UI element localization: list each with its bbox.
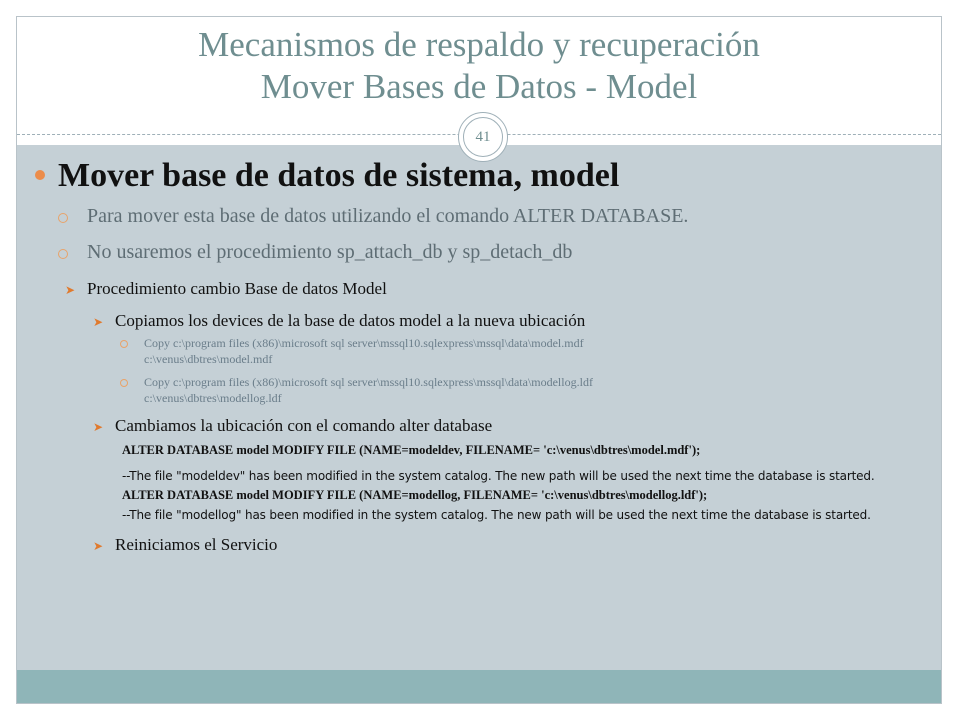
- sql-statement-modeldev: ALTER DATABASE model MODIFY FILE (NAME=modeldev, FILENAME= 'c:\venus\dbtres\model.mdf');: [122, 443, 701, 457]
- sql-statement-modellog: ALTER DATABASE model MODIFY FILE (NAME=modellog, FILENAME= 'c:\venus\dbtres\modellog.ldf');: [122, 488, 708, 502]
- result-message-modeldev: --The file "modeldev" has been modified in the system catalog. The new path will be used the next time the database is started.: [122, 469, 875, 483]
- arrow-right-icon: ➤: [93, 315, 104, 329]
- title-line-1: Mecanismos de respaldo y recuperación: [198, 25, 760, 64]
- small-ring-icon: [120, 340, 128, 348]
- restart-step: Reiniciamos el Servicio: [115, 535, 278, 554]
- main-heading: Mover base de datos de sistema, model: [58, 157, 620, 194]
- title-line-2: Mover Bases de Datos - Model: [260, 67, 698, 106]
- orange-dot-icon: [35, 170, 45, 180]
- copy-command-model-source: Copy c:\program files (x86)\microsoft sql server\mssql10.sqlexpress\mssql\data\model.mdf: [144, 336, 584, 350]
- arrow-right-icon: ➤: [93, 539, 104, 553]
- copy-command-modellog: [144, 374, 593, 406]
- copy-step: Copiamos los devices de la base de datos model a la nueva ubicación: [115, 311, 586, 330]
- slide-title: [16, 24, 942, 108]
- copy-command-modellog-source: Copy c:\program files (x86)\microsoft sql server\mssql10.sqlexpress\mssql\data\modellog.ldf: [144, 375, 593, 389]
- small-ring-icon: [120, 379, 128, 387]
- bullet-alter-database: Para mover esta base de datos utilizando el comando ALTER DATABASE.: [87, 205, 689, 227]
- page-number: 41: [475, 129, 491, 145]
- footer-band: [17, 670, 941, 703]
- alter-step: Cambiamos la ubicación con el comando alter database: [115, 416, 493, 435]
- procedure-item: Procedimiento cambio Base de datos Model: [87, 279, 387, 298]
- bullet-no-attach-detach: No usaremos el procedimiento sp_attach_db y sp_detach_db: [87, 241, 573, 263]
- result-message-modellog: --The file "modellog" has been modified in the system catalog. The new path will be used the next time the database is started.: [122, 508, 871, 522]
- copy-command-model: [144, 335, 584, 367]
- arrow-right-icon: ➤: [93, 420, 104, 434]
- ring-icon: [58, 213, 68, 223]
- copy-command-model-destination: c:\venus\dbtres\model.mdf: [144, 352, 273, 366]
- ring-icon: [58, 249, 68, 259]
- copy-command-modellog-destination: c:\venus\dbtres\modellog.ldf: [144, 391, 282, 405]
- arrow-right-icon: ➤: [65, 283, 76, 297]
